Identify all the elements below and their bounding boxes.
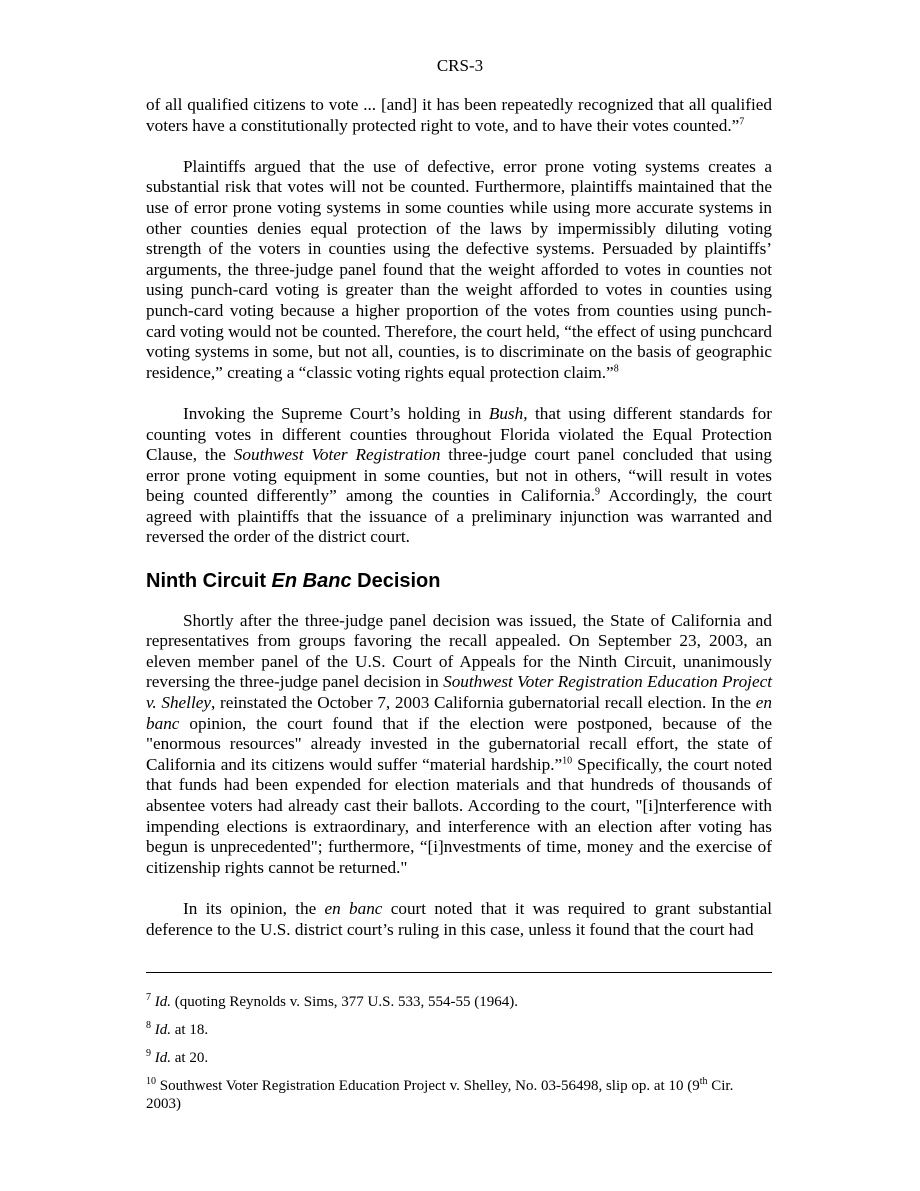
text-run: opinion, the court found that if the election were postponed, because of the "enormous resources" already invested in the gubernatorial recall effort, the state of California and its citizens would suffer “material hardship.” xyxy=(146,713,772,774)
footnote-ref: 10 xyxy=(562,755,573,767)
italic-term: en banc xyxy=(324,898,383,918)
footnote-number: 7 xyxy=(146,992,151,1003)
footnote-divider xyxy=(146,972,772,973)
footnote-ref: 8 xyxy=(613,362,619,374)
text-run: Invoking the Supreme Court’s holding in xyxy=(183,403,489,423)
footnote-number: 8 xyxy=(146,1020,151,1031)
text-run: Specifically, the court noted that funds had been expended for election materials and that hundreds of thousands of absentee voters had already cast their ballots. According to the court, "[i]nterference with impending elections is extraordinary, and interference with an election after voting has begun is unprecedented"; furthermore, “[i]nvestments of time, money and the exercise of citizenship rights cannot be returned." xyxy=(146,754,772,877)
italic-case-name: Southwest Voter Registration xyxy=(233,445,441,465)
page-header: CRS-3 xyxy=(436,56,484,75)
footnote-italic: Id. xyxy=(154,1022,171,1038)
footnote-italic: Id. xyxy=(154,1050,171,1066)
heading-italic: En Banc xyxy=(271,569,352,592)
paragraph-text: Plaintiffs argued that the use of defective, error prone voting systems creates a substantial risk that votes will not be counted. Furthermore, plaintiffs maintained that the use of error prone voting systems in some counties while using more accurate systems in other counties denies equal protection of the laws by impermissibly diluting voting strength of the voters in counties using the defective systems. Persuaded by plaintiffs’ arguments, the three-judge panel found that the weight afforded to votes in counties not using punch-card voting is greater than the weight afforded to votes in counties using punch-card voting because a higher proportion of the votes from counties using punch-card voting would not be counted. Therefore, the court held, “the effect of using punchcard voting systems in some, but not all, counties, is to discriminate on the basis of geographic residence,” creating a “classic voting rights equal protection claim.” xyxy=(146,156,773,382)
paragraph-2 xyxy=(146,157,772,384)
footnote-superscript: th xyxy=(699,1076,708,1087)
footnote-7 xyxy=(146,993,772,1011)
footnote-italic: Id. xyxy=(154,994,171,1010)
text-run: Shortly after the three-judge panel decision was issued, the State of California and representatives from groups favoring the recall appealed. On September 23, 2003, an eleven member panel of the U.S. Court of Appeals for the Ninth Circuit, unanimously reversing the three-judge panel decision in xyxy=(146,610,772,692)
text-run: , reinstated the October 7, 2003 California gubernatorial recall election. In the xyxy=(211,693,756,713)
paragraph-1 xyxy=(146,95,772,136)
text-run: Accordingly, the court agreed with plaintiffs that the issuance of a preliminary injunction was warranted and reversed the order of the district court. xyxy=(146,486,772,547)
text-run: three-judge court panel concluded that using error prone voting equipment in some counties, but not in others, “will result in votes being counted differently” among the counties in California. xyxy=(146,445,772,506)
italic-case-name: Southwest Voter Registration Education Project v. Shelley xyxy=(146,672,772,713)
footnote-text: (quoting Reynolds v. Sims, 377 U.S. 533, 554-55 (1964). xyxy=(171,994,518,1010)
footnote-ref: 7 xyxy=(739,115,745,127)
footnote-text: Cir. 2003) xyxy=(146,1078,734,1112)
text-run: that using different standards for counting votes in different counties throughout Florida violated the Equal Protection Clause, the xyxy=(146,403,772,465)
body-text xyxy=(146,95,772,961)
footnote-ref: 9 xyxy=(595,486,601,498)
footnote-number: 9 xyxy=(146,1048,151,1059)
footnote-number: 10 xyxy=(146,1076,156,1087)
footnote-text: at 18. xyxy=(171,1022,209,1038)
italic-term: en banc xyxy=(146,693,772,733)
footnote-8 xyxy=(146,1021,772,1039)
footnote-9 xyxy=(146,1049,772,1067)
footnote-10 xyxy=(146,1077,772,1113)
paragraph-3 xyxy=(146,404,772,548)
footnote-text: at 20. xyxy=(171,1050,209,1066)
italic-case-name: Bush, xyxy=(488,403,528,423)
text-run: court noted that it was required to grant substantial deference to the U.S. district court’s ruling in this case, unless it found that the court had xyxy=(146,898,773,939)
footnote-text: Southwest Voter Registration Education Project v. Shelley, No. 03-56498, slip op. at 10 (9 xyxy=(156,1078,700,1094)
paragraph-4 xyxy=(146,611,772,879)
heading-text: Ninth Circuit xyxy=(146,569,272,592)
heading-text: Decision xyxy=(351,569,441,592)
footnotes xyxy=(146,993,772,1123)
section-heading xyxy=(146,569,772,593)
paragraph-5 xyxy=(146,899,772,940)
text-run: In its opinion, the xyxy=(183,898,325,918)
paragraph-text: of all qualified citizens to vote ... [and] it has been repeatedly recognized that all qualified voters have a constitutionally protected right to vote, and to have their votes counted.” xyxy=(146,95,772,135)
